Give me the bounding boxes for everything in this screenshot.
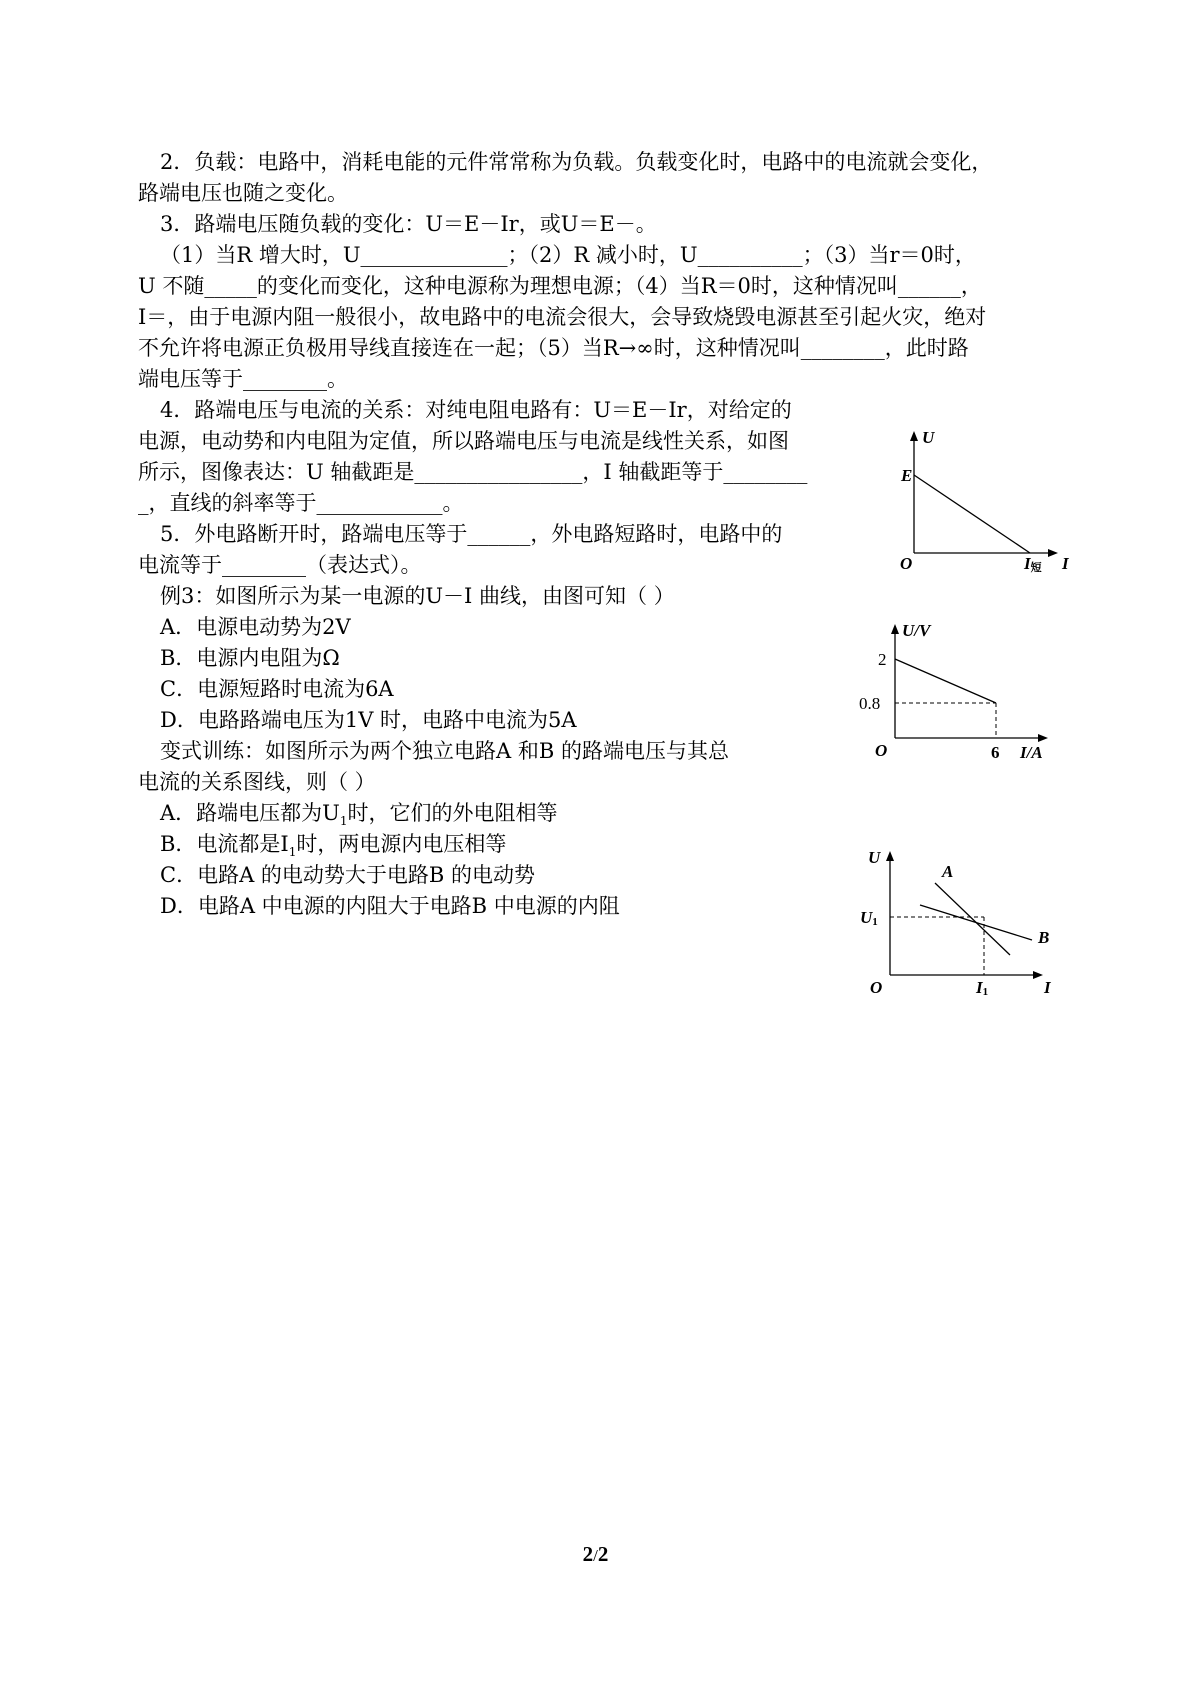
y-axis-arrow	[891, 624, 899, 634]
exercise-option-d: D．电路A 中电源的内阻大于电路B 中电源的内阻	[160, 894, 620, 918]
u-i-line	[914, 475, 1030, 553]
exercise-question-2: 电流的关系图线，则（ ）	[138, 770, 376, 794]
x-axis-label: I	[1062, 554, 1069, 573]
line-b-label: B	[1038, 928, 1050, 947]
origin-label: O	[900, 554, 913, 573]
line-14: 电流等于________（表达式）。	[138, 553, 422, 577]
line-b	[920, 905, 1032, 940]
line-9: 4．路端电压与电流的关系：对纯电阻电路有：U＝E－Ir，对给定的	[160, 398, 792, 422]
exercise-question-1: 变式训练：如图所示为两个独立电路A 和B 的路端电压与其总	[160, 739, 729, 763]
line-6: I＝，由于电源内阻一般很小，故电路中的电流会很大，会导致烧毁电源甚至引起火灾，绝对	[138, 305, 987, 329]
tick-y-2: 2	[878, 650, 887, 669]
x-axis-label: I/A	[1020, 743, 1043, 762]
line-7: 不允许将电源正负极用导线直接连在一起；（5）当R→∞时，这种情况叫________，此时路	[138, 336, 969, 360]
line-13: 5．外电路断开时，路端电压等于______，外电路短路时，电路中的	[160, 522, 783, 546]
line-12: _，直线的斜率等于____________。	[138, 491, 464, 515]
y-axis-arrow	[910, 431, 918, 441]
figure-exercise	[860, 845, 1060, 998]
x-axis-arrow	[1033, 971, 1043, 979]
x-axis-arrow	[1048, 549, 1058, 557]
x-axis-label: I	[1044, 978, 1051, 997]
y-axis-arrow	[886, 851, 894, 861]
line-11: 所示，图像表达：U 轴截距是________________，I 轴截距等于________	[138, 460, 808, 484]
origin-label: O	[870, 978, 883, 997]
line-3: 3．路端电压随负载的变化：U＝E－Ir，或U＝E－。	[160, 212, 657, 236]
intercept-i-label: I短	[1024, 554, 1042, 574]
line-2: 路端电压也随之变化。	[138, 181, 348, 205]
example-3-option-a: A．电源电动势为2V	[160, 615, 351, 639]
line-a-label: A	[942, 862, 954, 881]
tick-y-u1: U1	[860, 908, 878, 928]
example-3-option-c: C．电源短路时电流为6A	[160, 677, 394, 701]
line-8: 端电压等于________。	[138, 367, 348, 391]
origin-label: O	[875, 741, 888, 760]
y-axis-label: U	[922, 428, 935, 447]
line-1: 2．负载：电路中，消耗电能的元件常常称为负载。负载变化时，电路中的电流就会变化，	[160, 150, 993, 174]
y-axis-label: U/V	[902, 621, 931, 640]
line-5: U 不随_____的变化而变化，这种电源称为理想电源；（4）当R＝0时，这种情况叫______，	[138, 274, 982, 298]
tick-y-0-8: 0.8	[859, 694, 881, 713]
figure-u-i-line	[900, 425, 1080, 575]
example-3-option-b: B．电源内电阻为Ω	[160, 646, 340, 670]
exercise-option-a: A．路端电压都为$U_1$时，它们的外电阻相等	[160, 801, 558, 829]
line-10: 电源，电动势和内电阻为定值，所以路端电压与电流是线性关系，如图	[138, 429, 789, 453]
y-axis-label: U	[868, 848, 881, 867]
exercise-option-c: C．电路A 的电动势大于电路B 的电动势	[160, 863, 536, 887]
tick-x-6: 6	[991, 743, 1000, 762]
x-axis-arrow	[1038, 734, 1048, 742]
line-4: （1）当R 增大时，U______________；（2）R 减小时，U__________；（3）当r＝0时，	[160, 243, 976, 267]
line-a	[935, 883, 1010, 955]
page-number: 2/2	[582, 1542, 609, 1566]
intercept-e-label: E	[901, 466, 913, 485]
exercise-option-b: B．电流都是$I_1$时，两电源内电压相等	[160, 832, 507, 860]
example-3-question: 例3：如图所示为某一电源的U－I 曲线，由图可知（ ）	[160, 584, 675, 608]
figure-example-3	[850, 620, 1050, 760]
example-3-option-d: D．电路路端电压为1V 时，电路中电流为5A	[160, 708, 577, 732]
tick-x-i1: I1	[976, 978, 989, 998]
u-i-segment	[895, 659, 996, 703]
